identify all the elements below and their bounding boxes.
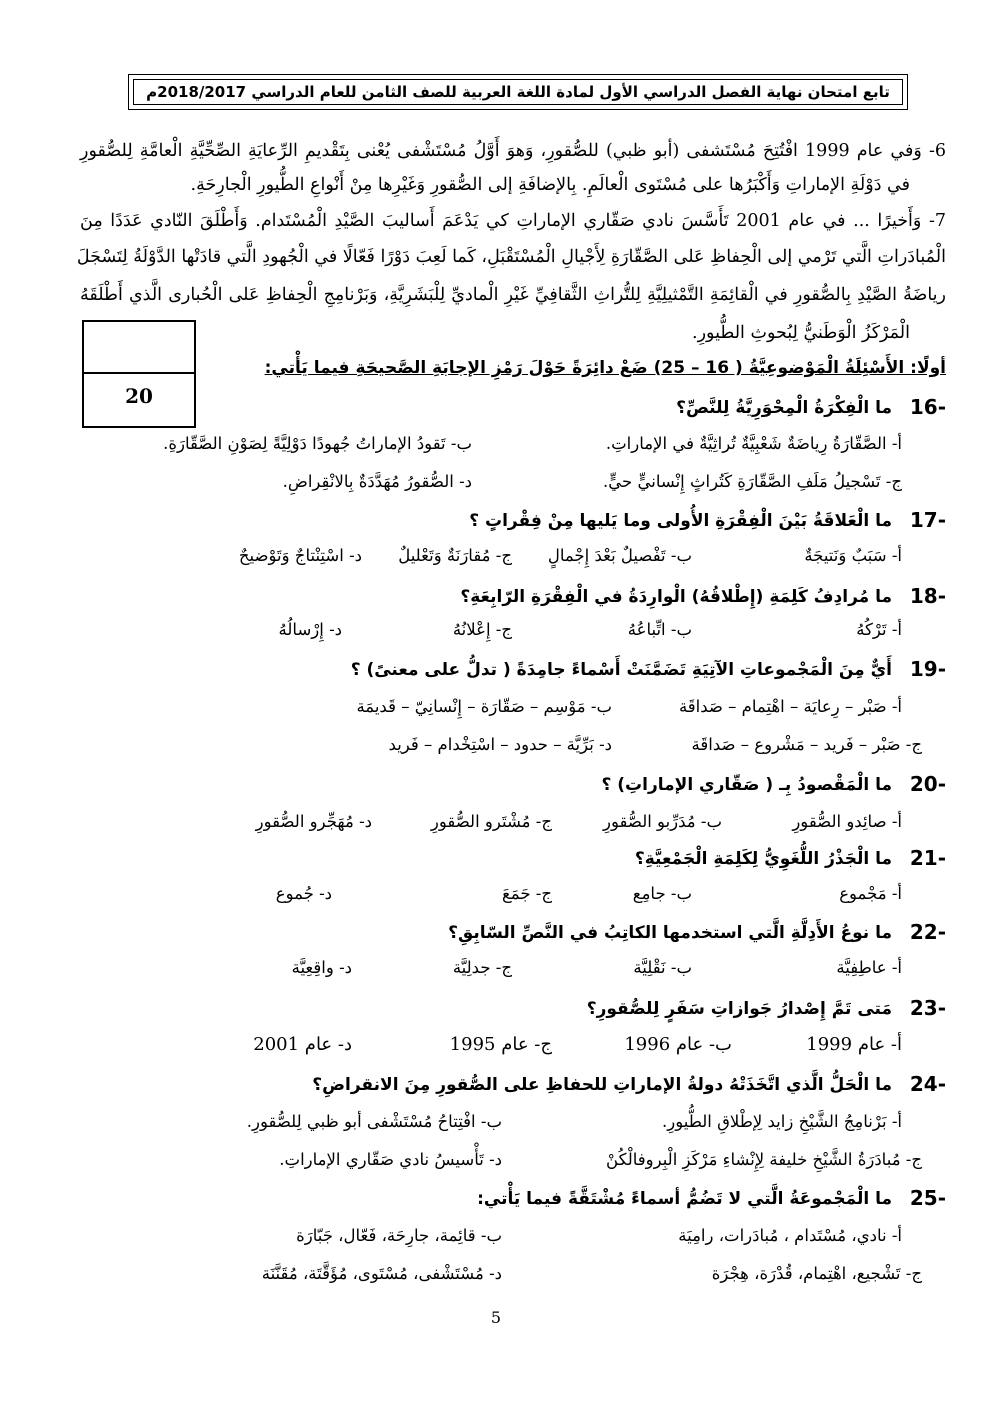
question-text: ما الْفِكْرَةُ الْمِحْوَرِيَّةُ لِلنَّصِّ؟ [676, 398, 892, 418]
option-a[interactable]: أ- عاطِفِيَّة [836, 958, 902, 977]
option-a[interactable]: أ- بَرْنامِجُ الشَّيْخِ زايد لِإطْلاقِ الطُّيورِ. [661, 1112, 902, 1131]
question-number: 18- [909, 584, 946, 608]
option-d[interactable]: د- بَرِّيَّة – حدود – اسْتِخْدام – فَريد [388, 735, 612, 754]
option-a[interactable]: أ- تَرْكُهُ [856, 620, 902, 639]
option-b[interactable]: ب- تَقودُ الإماراتُ جُهودًا دَوْلِيَّةً لِصَوْنِ الصَّقّارَةِ. [163, 434, 472, 453]
question-number: 22- [909, 920, 946, 944]
question-text: ما الْعَلاقَةُ بَيْنَ الْفِقْرَةِ الأُولى وما يَليها مِنْ فِقْراتٍ ؟ [469, 511, 892, 531]
question-number: 17- [909, 508, 946, 532]
option-c[interactable]: ج- إِعْلانُهُ [452, 620, 512, 639]
section-title: أولًا: الأَسْئِلَةُ الْمَوْضوعِيَّةُ ( 16 – 25) ضَعْ دائِرَةً حَوْلَ رَمْزِ الإجابَةِ الصَّحيحَةِ فيما يَأْتي: [264, 358, 946, 378]
option-d[interactable]: د- جُموع [275, 884, 332, 903]
question-number: 19- [909, 657, 946, 681]
option-d[interactable]: د- مُهَجِّرو الصُّقورِ [255, 812, 372, 831]
option-b[interactable]: ب- اتِّباعُهُ [627, 620, 692, 639]
option-d[interactable]: د- اسْتِنْتاجٌ وَتَوْضيحٌ [238, 546, 362, 565]
passage-p7-line4: الْمَرْكَزُ الْوَطَنيُّ لِبُحوثِ الطُّيورِ. [692, 323, 910, 343]
option-c[interactable]: ج- تَشْجيع، اهْتِمام، قُدْرَة، هِجْرَة [711, 1264, 922, 1283]
question-text: ما مُرادِفُ كَلِمَةِ (إِطْلاقُهُ) الْوارِدَةُ في الْفِقْرَةِ الرّابِعَةِ؟ [460, 587, 892, 607]
option-d[interactable]: د- الصُّقورُ مُهَدَّدَةٌ بِالانْقِراضِ. [282, 472, 472, 491]
score-value: 20 [125, 384, 153, 408]
passage-p6-line1: 6- وَفي عام 1999 افْتُتِحَ مُسْتَشفى (أبو ظبي) للصُّقورِ، وَهوَ أَوَّلُ مُسْتَشْفى يُعْنى بِتَقْديمِ الرِّعايَةِ الصِّحِّيَّةِ الْعامَّةِ لِلصُّقورِ [80, 141, 946, 161]
option-d[interactable]: د- تَأْسيسُ نادي صَقّاري الإماراتِ. [279, 1150, 502, 1169]
question-text: أَيٌّ مِنَ الْمَجْموعاتِ الآتِيَةِ تَضَمَّنَتْ أَسْماءً جامِدَةً ( تدلُّ على معنىً) ؟ [350, 660, 892, 680]
option-c[interactable]: ج- مُشْتَرو الصُّقورِ [430, 812, 552, 831]
option-c[interactable]: ج- مُبادَرَةُ الشَّيْخِ خليفة لِإِنْشاءِ مَرْكَزِ الْبِروفالْكُنْ [606, 1150, 922, 1169]
question-text: مَتى تَمَّ إِصْدارُ جَوازاتِ سَفَرٍ لِلصُّقورِ؟ [586, 999, 892, 1019]
option-c[interactable]: ج- جَمَعَ [502, 884, 552, 903]
header-box [128, 74, 908, 110]
option-c[interactable]: ج- صَبْر – فَريد – مَشْروع – صَداقَة [691, 735, 922, 754]
option-b[interactable]: ب- قائِمة، جارِحَة، فَعّال، جَبّارَة [296, 1226, 502, 1245]
option-a[interactable]: أ- نادي، مُسْتَدام ، مُبادَرات، رامِيَة [678, 1226, 902, 1245]
score-box [82, 320, 196, 428]
option-b[interactable]: ب- جامِع [632, 884, 692, 903]
option-a[interactable]: أ- عام 1999 [806, 1034, 902, 1055]
passage-p7-line3: رياضَةُ الصَّيْدِ بِالصُّقورِ في الْقائِمَةِ التَّمْثيلِيَّةِ لِلتُّراثِ الثَّقافِيِّ غَيْرِ الْماديِّ لِلْبَشَرِيَّةِ، وَبَرْنامِجِ الْحِفاظِ عَلى الْحُبارى الَّذي أَطْلَقَهُ [80, 285, 946, 305]
question-number: 23- [909, 996, 946, 1020]
option-c[interactable]: ج- عام 1995 [449, 1034, 552, 1055]
passage-p7-line1: 7- وَأَخيرًا ... في عام 2001 تَأَسَّسَ نادي صَقّاري الإماراتِ كي يَدْعَمَ أَساليبَ الصَّيْدِ الْمُسْتَدام. وَأَطْلَقَ النّادي عَدَدًا مِنَ [80, 211, 947, 231]
question-number: 25- [909, 1186, 946, 1210]
option-b[interactable]: ب- تَفْصيلٌ بَعْدَ إِجْمالٍ [547, 546, 692, 565]
option-b[interactable]: ب- عام 1996 [624, 1034, 732, 1055]
question-number: 21- [909, 846, 946, 870]
option-a[interactable]: أ- سَبَبٌ وَنَتيجَةٌ [804, 546, 902, 565]
option-d[interactable]: د- إِرْسالُهُ [278, 620, 342, 639]
option-d[interactable]: د- مُسْتَشْفى، مُسْتَوى، مُؤَقَّتَة، مُقَنَّنَة [261, 1264, 502, 1283]
option-c[interactable]: ج- جدلِيَّة [452, 958, 512, 977]
option-c[interactable]: ج- مُقارَنَةٌ وَتَعْليلٌ [398, 546, 512, 565]
page-number: 5 [490, 1308, 502, 1327]
question-number: 24- [909, 1072, 946, 1096]
question-number: 16- [909, 395, 946, 419]
passage-p7-line2: الْمُبادَراتِ الَّتي تَرْمي إلى الْحِفاظِ عَلى الصَّقّارَةِ لِأَجْيالِ الْمُسْتَقْبَلِ، كَما لَعِبَ دَوْرًا فَعّالًا في الْجُهودِ الَّتي قادَتْها الدَّوْلَةُ لِتَسْجَلَ [76, 247, 946, 267]
exam-title: تابع امتحان نهاية الفصل الدراسي الأول لمادة اللغة العربية للصف الثامن للعام الدراسي 2018/2017م [146, 83, 890, 101]
option-c[interactable]: ج- تَسْجيلُ مَلَفِ الصَّقّارَةِ كَتُراثٍ إِنْسانيٍّ حيٍّ. [603, 472, 902, 491]
question-text: ما الْجَذْرُ اللُّغَوِيُّ لِكَلِمَةِ الْجَمْعِيَّةِ؟ [634, 849, 892, 869]
question-text: ما الْمَقْصودُ بِـ ( صَقّاري الإماراتِ) ؟ [601, 775, 892, 795]
option-a[interactable]: أ- صَبْر – رِعايَة – اهْتِمام – صَداقَة [678, 697, 902, 716]
passage-p6-line2: في دَوْلَةِ الإماراتِ وَأَكْبَرُها على مُسْتَوى الْعالَمِ. بِالإضافَةِ إلى الصُّقورِ وَغَيْرِها مِنْ أَنْواعِ الطُّيورِ الْجارِحَةِ. [190, 175, 910, 195]
option-a[interactable]: أ- مَجْموع [839, 884, 902, 903]
option-a[interactable]: أ- صائِدو الصُّقورِ [792, 812, 902, 831]
option-d[interactable]: د- واقِعِيَّة [291, 958, 352, 977]
question-text: ما نوعُ الأَدِلَّةِ الَّتي استخدمها الكاتِبُ في النَّصِّ السّابِقِ؟ [448, 923, 892, 943]
score-divider [84, 372, 194, 374]
question-text: ما الْحَلُّ الَّذي اتَّخَذَتْهُ دولةُ الإماراتِ للحفاظِ على الصُّقورِ مِنَ الانقراضِ؟ [312, 1075, 892, 1095]
option-d[interactable]: د- عام 2001 [253, 1034, 352, 1055]
option-b[interactable]: ب- مَوْسِم – صَقّارَة – إِنْسانِيّ – قَديمَة [356, 697, 612, 716]
option-b[interactable]: ب- نَقْلِيَّة [633, 958, 692, 977]
question-text: ما الْمَجْموعَةُ الَّتي لا تَضُمُّ أسماءً مُشْتَقَّةً فيما يَأْتي: [477, 1189, 892, 1209]
option-a[interactable]: أ- الصَّقّارَةُ رِياضَةٌ شَعْبِيَّةٌ تُراثِيَّةٌ في الإماراتِ. [605, 434, 902, 453]
option-b[interactable]: ب- افْتِتاحُ مُسْتَشْفى أبو ظبي لِلصُّقورِ. [246, 1112, 502, 1131]
option-b[interactable]: ب- مُدَرِّبو الصُّقورِ [603, 812, 722, 831]
question-number: 20- [909, 772, 946, 796]
